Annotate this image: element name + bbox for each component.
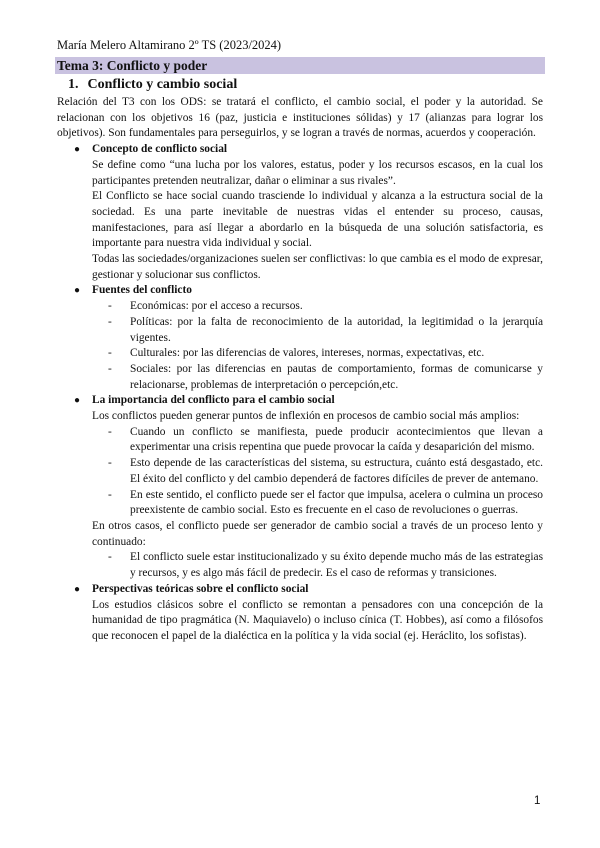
bullet-icon: ● xyxy=(74,583,81,595)
sources-list xyxy=(57,299,543,393)
section-title: Conflicto y cambio social xyxy=(87,77,238,92)
perspectives-body xyxy=(57,598,543,645)
dash-marker: - xyxy=(108,457,112,470)
paragraph: Los conflictos pueden generar puntos de inflexión en procesos de cambio social más amplios: xyxy=(92,410,520,423)
bullet-concept xyxy=(57,142,543,158)
bullet-sources xyxy=(57,283,543,299)
page-number: 1 xyxy=(534,795,541,807)
dash-marker: - xyxy=(108,347,112,360)
section-number: 1. xyxy=(68,77,79,92)
bullet-title: La importancia del conflicto para el cambio social xyxy=(92,394,335,407)
dash-marker: - xyxy=(108,425,112,438)
paragraph: Se define como “una lucha por los valores, estatus, poder y los recursos escasos, en la cual los participantes pretenden neutralizar, dañar o eliminar a sus rivales”. xyxy=(92,158,543,187)
list-item: - El conflicto suele estar institucionalizado y su éxito depende mucho más de las estrategias y recursos, y es algo más fácil de predecir. Es el caso de reformas y transiciones. xyxy=(108,551,543,580)
bullet-perspectives xyxy=(57,582,543,598)
bullet-title: Concepto de conflicto social xyxy=(92,143,228,156)
list-item: - Cuando un conflicto se manifiesta, puede producir acontecimientos que llevan a experimentar una crisis repentina que puede provocar la caída y desaparición del mismo. xyxy=(108,425,543,454)
dash-marker: - xyxy=(108,488,112,501)
list-item: - Esto depende de las características del sistema, su estructura, cuánto está desgastado, etc. El éxito del conflicto y del cambio dependerá de factores difíciles de prever de antemano. xyxy=(108,457,543,485)
bullet-title: Perspectivas teóricas sobre el conflicto social xyxy=(92,582,309,595)
paragraph: Los estudios clásicos sobre el conflicto se remontan a pensadores con una concepción de la humanidad de tipo pragmática (N. Maquiavelo) o incluso cínica (T. Hobbes), así como a filósofos que reconocen el papel de la dialéctica en la política y la vida social (ej. Heráclito, los sofistas). xyxy=(92,598,543,642)
list-item: - En este sentido, el conflicto puede ser el factor que impulsa, acelera o culmina un proceso preexistente de cambio social. Esto es frecuente en el caso de revoluciones o guerras. xyxy=(108,488,543,517)
paragraph: En otros casos, el conflicto puede ser generador de cambio social a través de un proceso lento y continuado: xyxy=(92,519,543,548)
importance-list-2 xyxy=(57,550,543,581)
importance-intro xyxy=(57,409,543,425)
list-item: - Sociales: por las diferencias en pautas de comportamiento, formas de comunicarse y relacionarse, problemas de interpretación o percepción,etc. xyxy=(108,362,543,391)
document-body xyxy=(57,95,543,645)
list-item: - Económicas: por el acceso a recursos. xyxy=(130,299,543,315)
bullet-icon: ● xyxy=(74,395,81,407)
paragraph: El Conflicto se hace social cuando trasciende lo individual y alcanza a la estructura social de la sociedad. Es una parte inevitable de nuestras vidas el entender su proceso, causas, manifestaciones, para así llegar a abordarlo en la búsqueda de una solución satisfactoria, es importante para nuestra vida individual y social. xyxy=(92,190,543,250)
intro-paragraph: Relación del T3 con los ODS: se tratará el conflicto, el cambio social, el poder y la autoridad. Se relacionan con los objetivos 16 (paz, justicia e instituciones sólidas) y 17 (alianzas para lograr los objetivos). Son fundamentales para perseguirlos, y se logran a través de normas, acuerdos y cooperación. xyxy=(57,96,543,140)
importance-list xyxy=(57,425,543,519)
dash-marker: - xyxy=(108,315,112,328)
topic-title: Tema 3: Conflicto y poder xyxy=(55,57,545,74)
dash-marker: - xyxy=(108,551,112,564)
dash-marker: - xyxy=(108,300,112,313)
bullet-icon: ● xyxy=(74,144,81,156)
section-heading xyxy=(68,76,237,93)
bullet-title: Fuentes del conflicto xyxy=(92,284,192,297)
bullet-icon: ● xyxy=(74,285,81,297)
dash-marker: - xyxy=(108,362,112,375)
list-item: - Culturales: por las diferencias de valores, intereses, normas, expectativas, etc. xyxy=(130,346,543,362)
document-header: María Melero Altamirano 2º TS (2023/2024) xyxy=(57,38,282,52)
concept-body xyxy=(57,158,543,284)
paragraph: Todas las sociedades/organizaciones suelen ser conflictivas: lo que cambia es el modo de expresar, gestionar y solucionar sus conflictos. xyxy=(92,253,543,281)
list-item: - Políticas: por la falta de reconocimiento de la autoridad, la legitimidad o la jerarquía vigentes. xyxy=(108,315,543,344)
importance-continued xyxy=(57,519,543,550)
bullet-importance xyxy=(57,393,543,409)
